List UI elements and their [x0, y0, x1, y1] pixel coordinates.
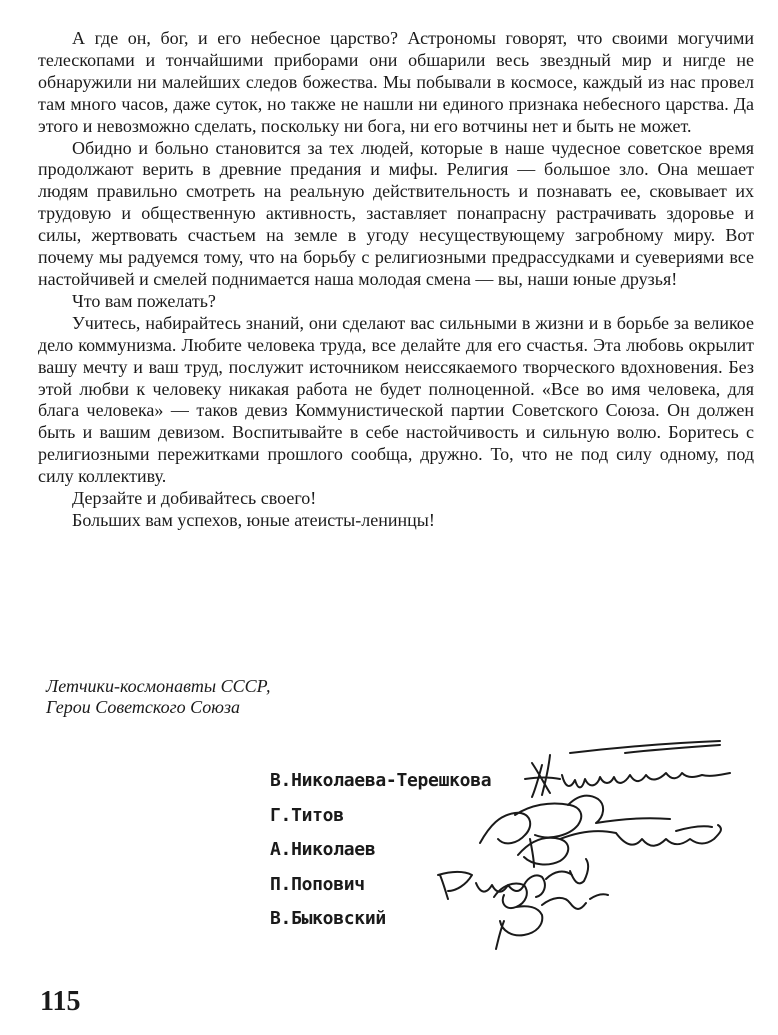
signature-nikolaev: [518, 825, 721, 864]
signature-popovich: [438, 859, 588, 899]
signature-tereshkova: [525, 741, 730, 797]
signatory-name: В.Быковский: [270, 908, 386, 929]
page-number: 115: [40, 986, 81, 1017]
paragraph: Дерзайте и добивайтесь своего!: [72, 488, 317, 509]
signatory-name: П.Попович: [270, 873, 365, 895]
signature-caption: [46, 676, 271, 718]
paragraph: Что вам пожелать?: [72, 290, 216, 311]
paragraph: Учитесь, набирайтесь знаний, они сделают вас сильными в жизни и в борьбе за великое дело коммунизма. Любите человека труда, все делайте для его счастья. Эта любовь окрылит вашу мечту и ваш труд, послужит источником неиссякаемого творческого вдохновения. Без этой любви к человеку никакая работа не будет полноценной. «Все во имя человека, для блага человека» — таков девиз Коммунистической партии Советского Союза. Он должен быть и вашим девизом. Воспитывайте в себе настойчивость и сильную волю. Боритесь с религиозными пережитками прошлого сообща, дружно. То, что не под силу одному, под силу коллективу.: [38, 312, 754, 487]
paragraph: Больших вам успехов, юные атеисты-ленинцы!: [72, 509, 435, 530]
signature-bykovsky: [494, 884, 608, 950]
caption-line-2: Герои Советского Союза: [46, 697, 240, 717]
handwritten-signatures: [420, 735, 760, 955]
signatory-name: Г.Титов: [270, 804, 344, 826]
paragraph: А где он, бог, и его небесное царство? Астрономы говорят, что своими могучими телескопами и тончайшими приборами они обшарили весь звездный мир и нигде не обнаружили ни малейших следов божества. Мы побывали в космосе, каждый из нас провел там много часов, даже суток, но также не нашли ни единого признака небесного царства. Да этого и невозможно сделать, поскольку ни бога, ни его вотчины нет и быть не может.: [38, 28, 754, 136]
caption-line-1: Летчики-космонавты СССР,: [46, 676, 271, 696]
signatory-name: В.Николаева-Терешкова: [270, 770, 492, 791]
signature-titov: [480, 796, 670, 867]
signatory-name: А.Николаев: [270, 839, 376, 860]
letter-body: [38, 28, 754, 532]
paragraph: Обидно и больно становится за тех людей, которые в наше чудесное советское время продолжают верить в древние предания и мифы. Религия — большое зло. Она мешает людям правильно смотреть на реальную действительность и познавать ее, сковывает их трудовую и общественную активность, заставляет понапрасну растрачивать здоровье и силы, жертвовать счастьем на земле в угоду несуществующему загробному миру. Вот почему мы радуемся тому, что на борьбу с религиозными предрассудками и суевериями все настойчивей и смелей поднимается наша молодая смена — вы, наши юные друзья!: [38, 137, 754, 289]
